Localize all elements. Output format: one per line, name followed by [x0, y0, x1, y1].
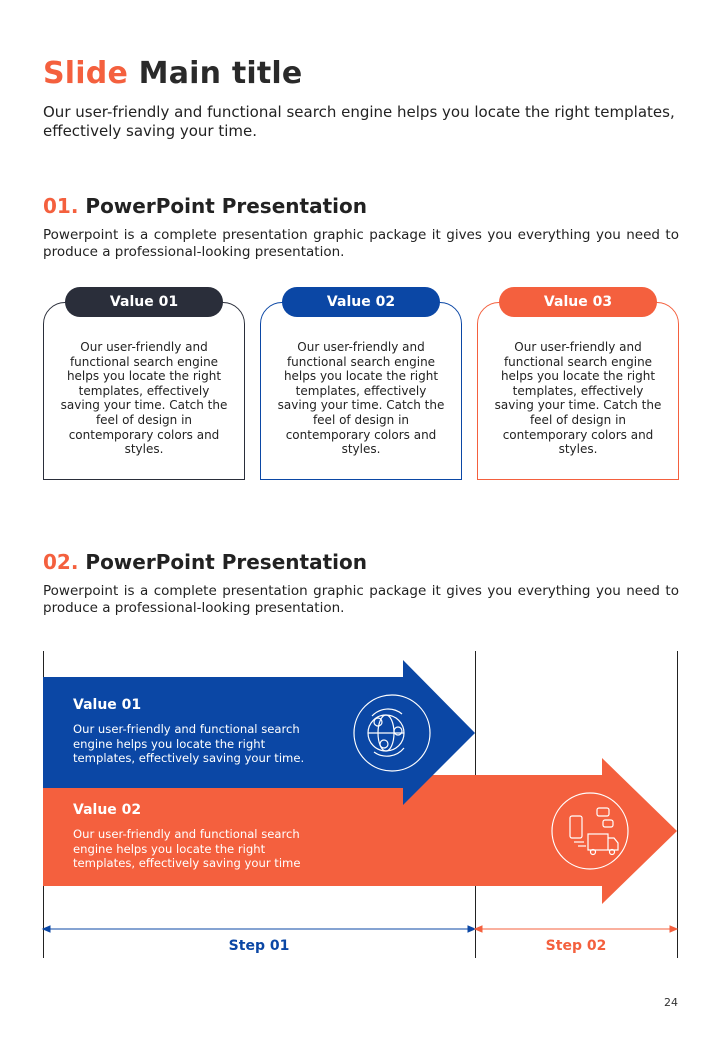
- arrow-2-label: Value 02: [73, 802, 142, 818]
- step-02-dimension-line: [475, 926, 677, 932]
- step-02-label: Step 02: [545, 938, 607, 954]
- section-1-number: 01.: [43, 194, 79, 218]
- section-2-title: PowerPoint Presentation: [85, 550, 367, 574]
- page-number: 24: [664, 996, 678, 1009]
- section-2-description: Powerpoint is a complete presentation graphic package it gives you everything you need to produce a professional-looking presentation.: [43, 583, 679, 616]
- title-main: Main title: [138, 56, 303, 91]
- value-card-1-text: Our user-friendly and functional search engine helps you locate the right templates, effectively saving your time. Catch the feel of design in contemporary colors and styles.: [60, 340, 228, 457]
- arrow-2-text: Our user-friendly and functional search engine helps you locate the right templates, effectively saving your time: [73, 827, 301, 871]
- step-01-label: Step 01: [228, 938, 290, 954]
- value-card-1-label: Value 01: [65, 287, 223, 317]
- value-card-2-label: Value 02: [282, 287, 440, 317]
- arrow-1-text: Our user-friendly and functional search engine helps you locate the right templates, effectively saving your time.: [73, 722, 305, 766]
- arrow-1-label: Value 01: [73, 697, 142, 713]
- section-1-description: Powerpoint is a complete presentation graphic package it gives you everything you need to produce a professional-looking presentation.: [43, 227, 679, 260]
- value-card-3-label: Value 03: [499, 287, 657, 317]
- step-01-dimension-line: [43, 926, 475, 932]
- section-2-number: 02.: [43, 550, 79, 574]
- page-subtitle: Our user-friendly and functional search engine helps you locate the right templates, effectively saving your time.: [43, 103, 675, 140]
- value-card-2-text: Our user-friendly and functional search engine helps you locate the right templates, effectively saving your time. Catch the feel of design in contemporary colors and styles.: [277, 340, 445, 457]
- title-accent: Slide: [43, 56, 128, 91]
- section-1-title: PowerPoint Presentation: [85, 194, 367, 218]
- value-card-3-text: Our user-friendly and functional search engine helps you locate the right templates, effectively saving your time. Catch the feel of design in contemporary colors and styles.: [494, 340, 662, 457]
